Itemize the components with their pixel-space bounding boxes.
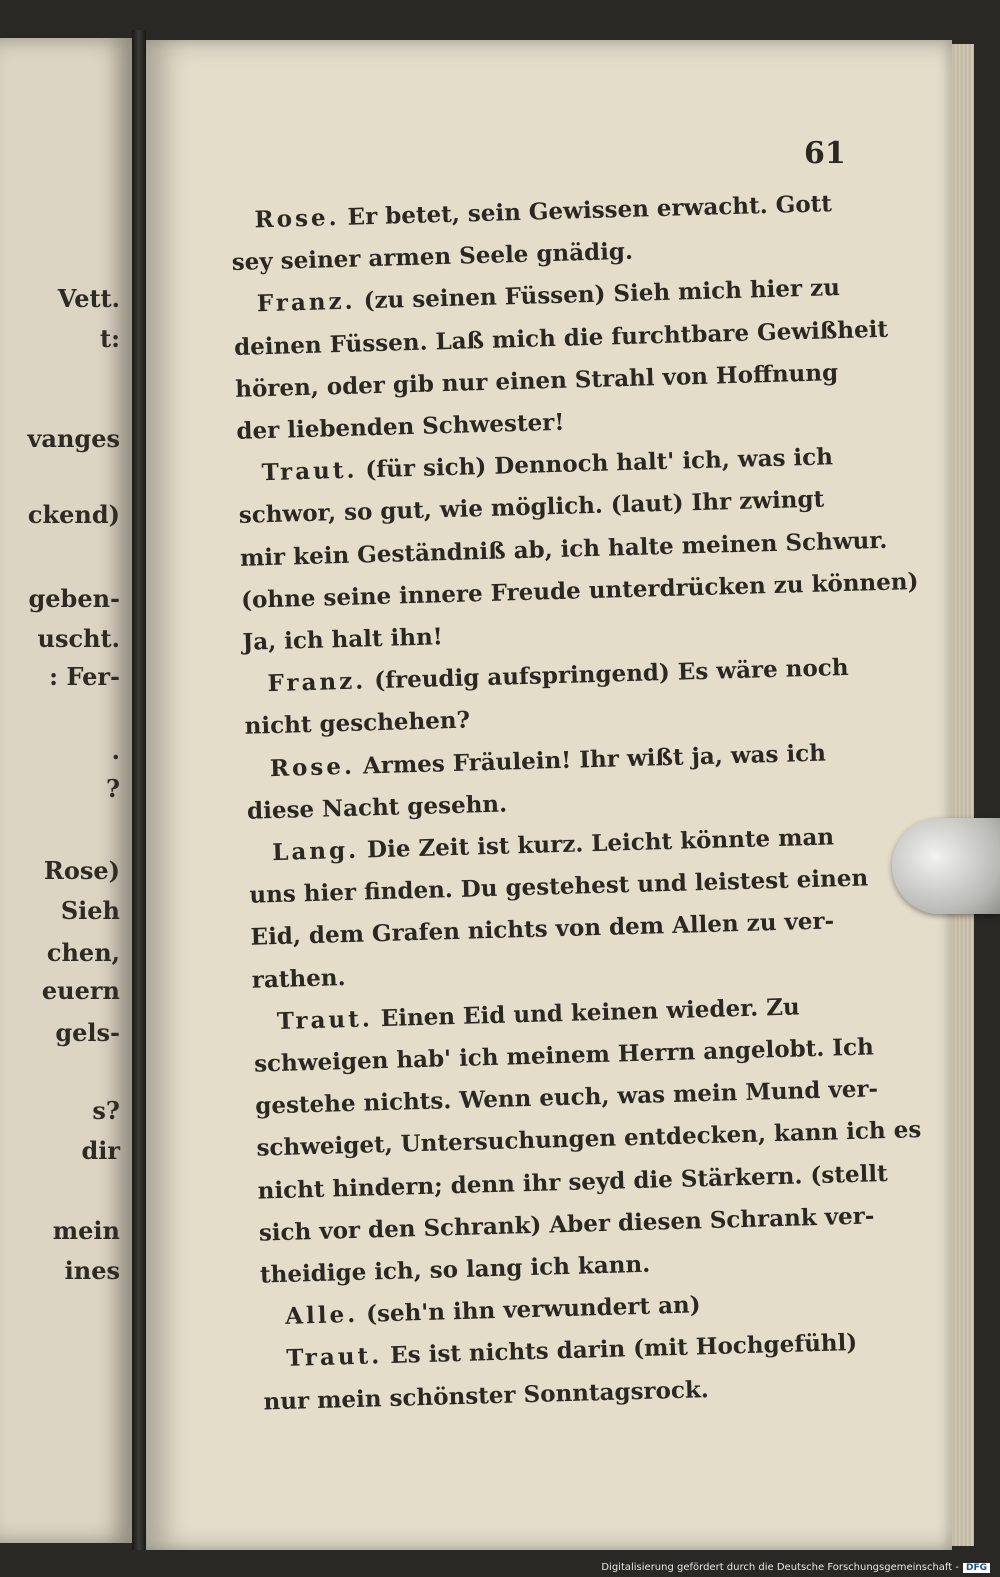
speaker-name: Traut. (286, 1342, 383, 1373)
speaker-name: Traut. (276, 1005, 374, 1035)
dfg-logo: DFG (963, 1563, 990, 1573)
line-text: nicht geschehen? (244, 706, 471, 741)
page-text (230, 182, 922, 1423)
page-number: 61 (804, 136, 846, 171)
left-fragment: Rose) (43, 856, 120, 885)
line-text: Ja, ich halt ihn! (241, 623, 444, 656)
left-fragment: vanges (27, 424, 120, 453)
left-fragment: dir (81, 1136, 120, 1165)
line-text: schwor, so gut, wie möglich. (laut) Ihr zwingt (238, 485, 825, 530)
line-text: uns hier finden. Du gestehest und leistest einen (249, 864, 869, 909)
line-text: Er betet, sein Gewissen erwacht. Gott (339, 190, 833, 231)
line-text: schweigen hab' ich meinem Herrn angelobt. Ich (253, 1033, 875, 1078)
page-clip (892, 818, 1000, 914)
book-page (146, 40, 952, 1550)
left-fragment: uscht. (37, 624, 120, 653)
line-text: (zu seinen Füssen) Sieh mich hier zu (355, 274, 841, 315)
left-fragment: gels- (55, 1018, 120, 1047)
speaker-name: Traut. (261, 456, 358, 487)
speaker-name: Franz. (267, 667, 367, 698)
line-text: theidige ich, so lang ich kann. (259, 1250, 651, 1289)
speaker-name: Franz. (256, 287, 357, 318)
left-fragment: ckend) (27, 500, 120, 529)
previous-page-fragment (0, 38, 132, 1543)
left-fragment: chen, (46, 938, 120, 967)
left-fragment: geben- (28, 584, 120, 613)
line-text: rathen. (251, 963, 346, 994)
left-fragment: t: (100, 324, 120, 353)
line-text: Einen Eid und keinen wieder. Zu (372, 993, 801, 1033)
left-fragment: euern (41, 976, 120, 1005)
left-fragment: Vett. (57, 284, 120, 313)
line-text: diese Nacht gesehn. (246, 790, 508, 825)
line-text: gestehe nichts. Wenn euch, was mein Mund ver- (254, 1075, 879, 1120)
speaker-name: Rose. (269, 752, 356, 782)
speaker-name: Lang. (271, 836, 360, 867)
speaker-name: Alle. (284, 1301, 359, 1331)
line-text: (seh'n ihn verwundert an) (357, 1291, 701, 1329)
left-fragment: . (111, 736, 120, 765)
speaker-name: Rose. (254, 203, 340, 234)
line-text: nicht hindern; denn ihr seyd die Stärkern. (stellt (257, 1159, 888, 1205)
left-fragment: ines (64, 1256, 120, 1285)
line-text: (freudig aufspringend) Es wäre noch (365, 654, 849, 695)
page-edges (952, 44, 974, 1546)
left-fragment: ? (105, 774, 120, 803)
footer-text: Digitalisierung gefördert durch die Deutsche Forschungsgemeinschaft - (601, 1562, 959, 1573)
line-text: Eid, dem Grafen nichts von dem Allen zu ver- (250, 907, 835, 952)
line-text: Es ist nichts darin (mit Hochgefühl) (381, 1329, 858, 1370)
line-text: nur mein schönster Sonntagsrock. (263, 1375, 710, 1416)
left-fragment: s? (92, 1096, 120, 1125)
left-fragment: mein (52, 1216, 120, 1245)
left-fragment: Sieh (60, 896, 120, 925)
left-fragment: : Fer- (49, 662, 120, 691)
line-text: der liebenden Schwester! (236, 408, 565, 445)
digitization-footer (601, 1562, 990, 1573)
line-text: sey seiner armen Seele gnädig. (231, 237, 634, 277)
line-text: Armes Fräulein! Ihr wißt ja, was ich (354, 739, 827, 780)
line-text: schweiget, Untersuchungen entdecken, kann ich es (256, 1116, 922, 1163)
line-text: sich vor den Schrank) Aber diesen Schrank ver- (258, 1202, 875, 1247)
line-text: (ohne seine innere Freude unterdrücken zu können) (240, 567, 919, 614)
line-text: deinen Füssen. Laß mich die furchtbare Gewißheit (233, 315, 889, 361)
line-text: (für sich) Dennoch halt' ich, was ich (357, 443, 834, 484)
book-gutter (132, 30, 146, 1550)
line-text: mir kein Geständniß ab, ich halte meinen Schwur. (239, 526, 888, 572)
line-text: Die Zeit ist kurz. Leicht könnte man (358, 823, 835, 864)
line-text: hören, oder gib nur einen Strahl von Hoffnung (234, 358, 839, 403)
